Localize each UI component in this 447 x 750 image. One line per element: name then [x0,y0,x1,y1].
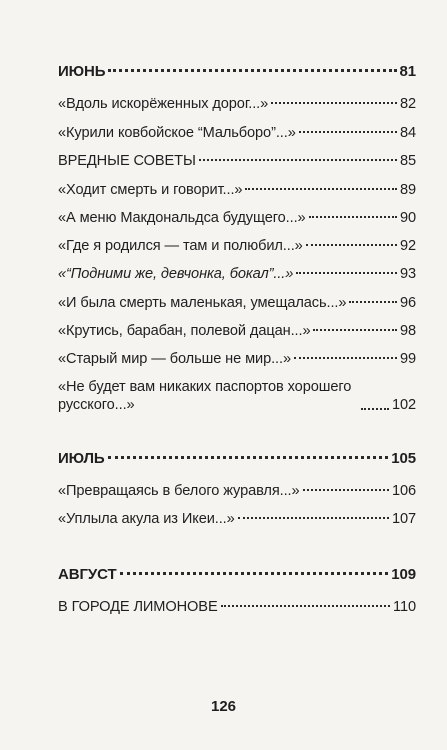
toc-page: 90 [399,210,416,226]
toc-page: 84 [399,125,416,141]
toc-page: 102 [391,397,416,413]
dot-leader [120,572,389,575]
toc-title: «А меню Макдональдса будущего...» [58,210,306,226]
toc-entry [58,265,416,283]
dot-leader [199,159,397,161]
toc-section-july [58,450,416,468]
toc-title: «Не будет вам никаких паспортов хорошего русского...» [58,379,352,413]
toc-title: ВРЕДНЫЕ СОВЕТЫ [58,153,196,169]
dot-leader [238,517,389,519]
dot-leader [271,102,397,104]
dot-leader [108,69,396,72]
toc-page: 85 [399,153,416,169]
dot-leader [309,216,397,218]
toc-entry [58,124,416,142]
toc-entry [58,350,416,368]
toc-page: 107 [391,511,416,527]
toc-page: 81 [399,63,416,80]
toc-title: ИЮНЬ [58,63,106,80]
toc-page: 109 [391,566,416,583]
dot-leader [299,131,397,133]
toc-page: 110 [393,599,416,615]
toc-entry [58,209,416,227]
toc-title: «Старый мир — больше не мир...» [58,351,291,367]
toc-entry [58,510,416,528]
toc-entry [58,237,416,255]
toc-entry [58,181,416,199]
dot-leader [303,489,389,491]
toc-title: АВГУСТ [58,566,117,583]
toc-title: «Ходит смерть и говорит...» [58,182,243,198]
dot-leader [221,605,390,607]
toc-title: ИЮЛЬ [58,450,105,467]
toc-title: В ГОРОДЕ ЛИМОНОВЕ [58,599,218,615]
toc-entry [58,378,416,414]
toc-title: «Курили ковбойское “Мальборо”...» [58,125,296,141]
dot-leader [313,329,396,331]
toc-title: «Крутись, барабан, полевой дацан...» [58,323,311,339]
toc-entry [58,294,416,312]
toc-page: 96 [399,295,416,311]
dot-leader [108,456,389,459]
toc-page: 98 [399,323,416,339]
dot-leader [349,301,397,303]
page-number: 126 [210,698,237,715]
toc-section-june [58,63,416,81]
toc-section-august [58,566,416,584]
toc-title: «И была смерть маленькая, умещалась...» [58,295,347,311]
toc-page: 99 [399,351,416,367]
toc-title: «“Подними же, девчонка, бокал”...» [58,266,294,282]
toc-entry [58,598,416,616]
toc-entry [58,95,416,113]
toc-title: «Вдоль искорёженных дорог...» [58,96,269,112]
toc-entry [58,152,416,170]
toc-page: 82 [399,96,416,112]
toc-entry [58,482,416,500]
toc-title: «Превращаясь в белого журавля...» [58,483,300,499]
dot-leader [361,408,389,410]
toc-page: 93 [399,266,416,282]
dot-leader [294,357,397,359]
toc-page: 92 [399,238,416,254]
toc-entry [58,322,416,340]
toc-page: 105 [391,450,416,467]
dot-leader [306,244,397,246]
toc-page: 89 [399,182,416,198]
toc-page: 106 [391,483,416,499]
toc-title: «Где я родился — там и полюбил...» [58,238,303,254]
dot-leader [245,188,397,190]
dot-leader [296,272,397,274]
toc-title: «Уплыла акула из Икеи...» [58,511,235,527]
